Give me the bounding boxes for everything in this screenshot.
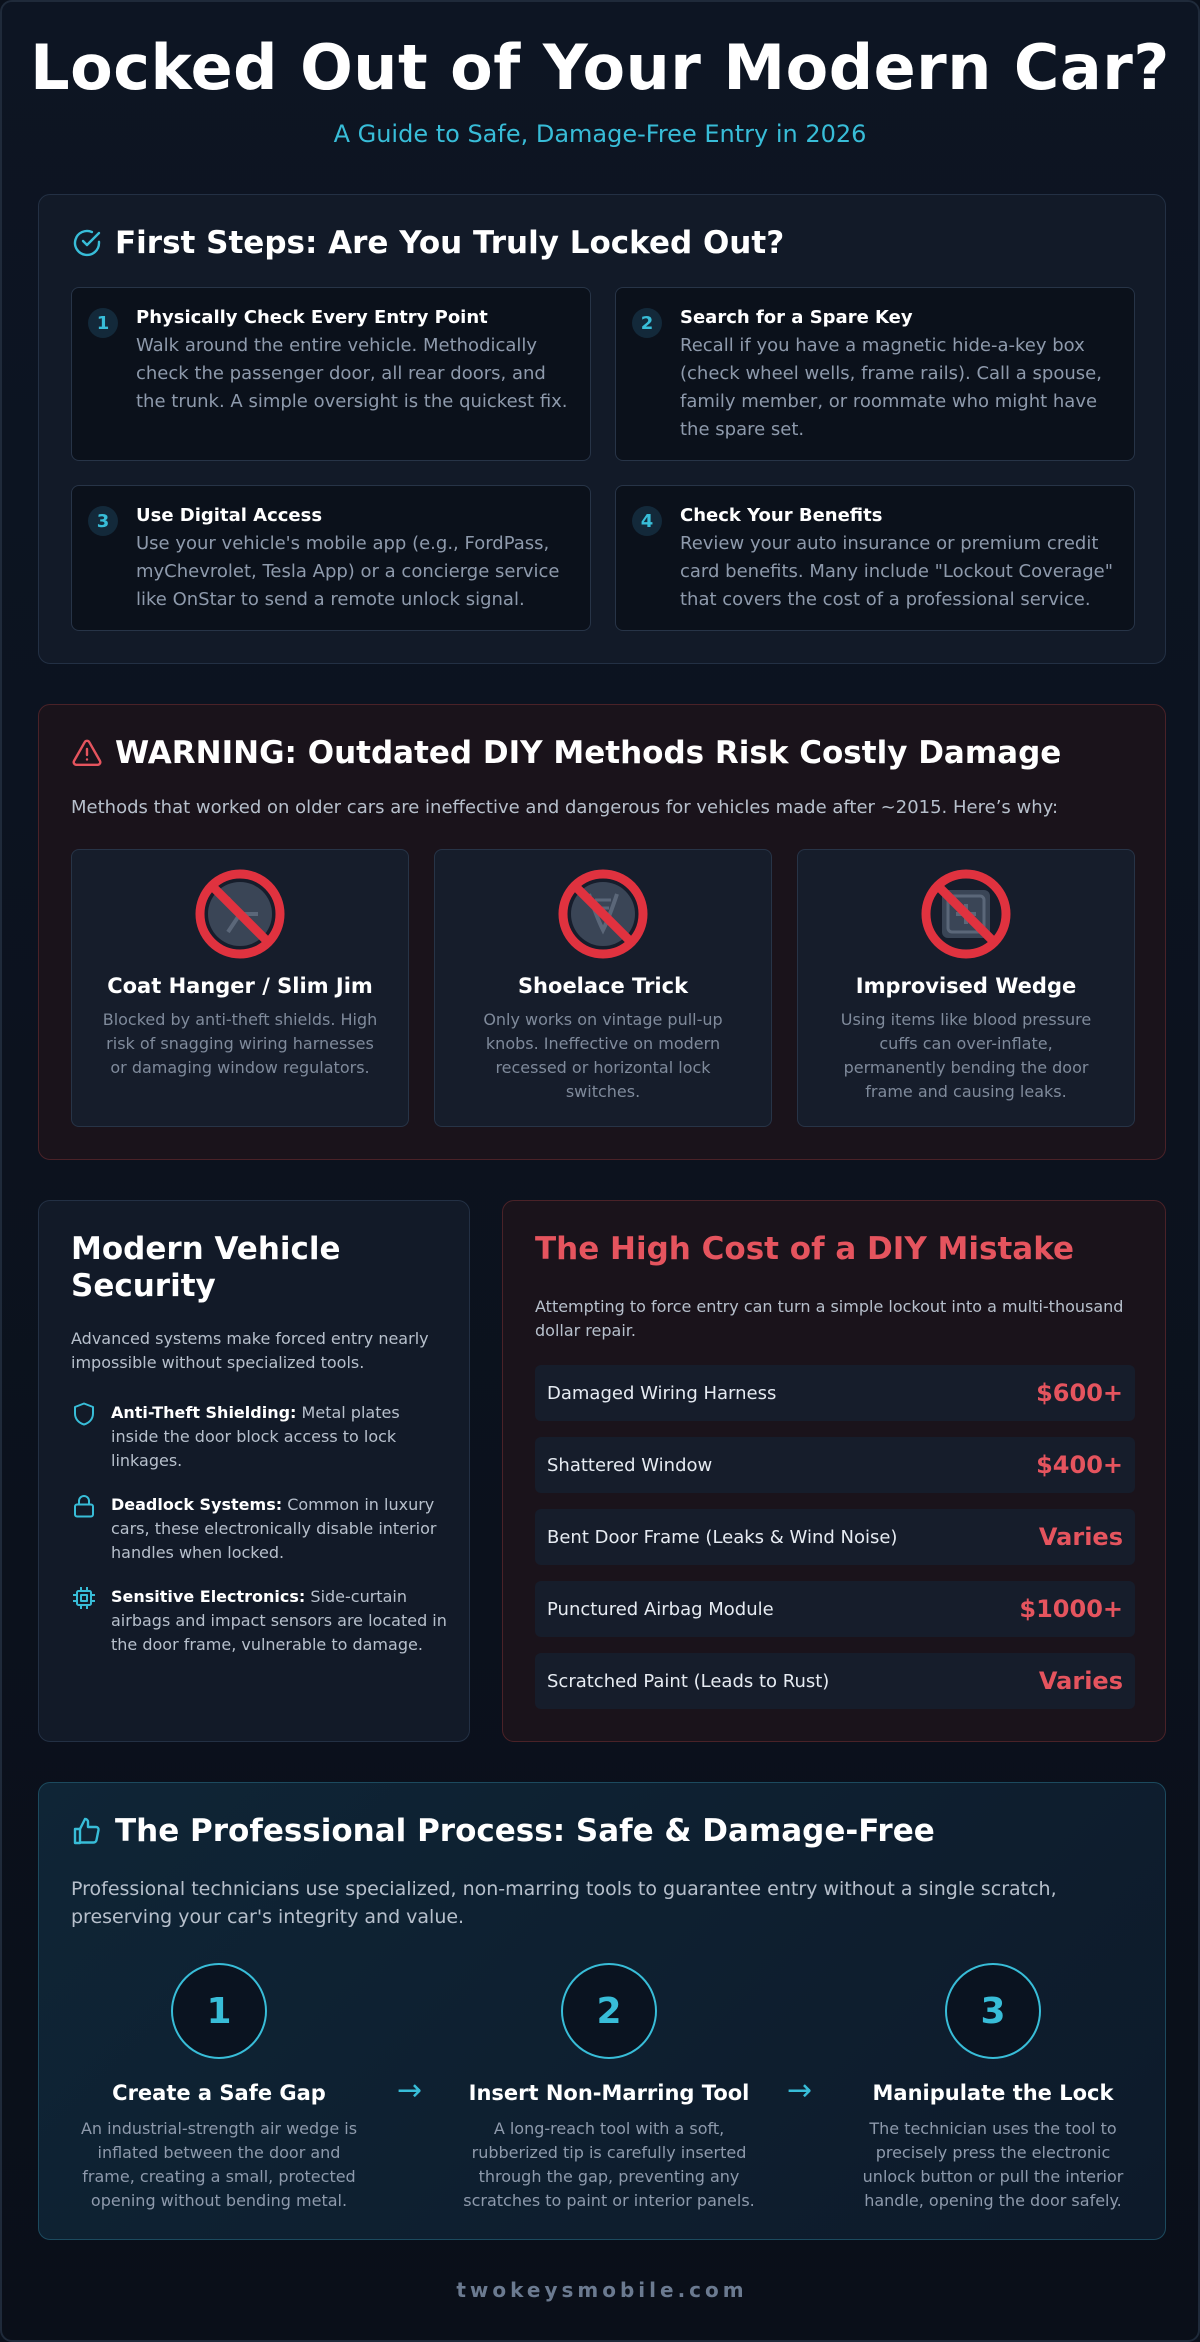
process-step-text: An industrial-strength air wedge is inflated between the door and frame, creating a small, protected opening without bending metal. [80, 2119, 358, 2210]
arrow-right-icon: → [787, 2073, 813, 2108]
security-item [71, 1493, 451, 1565]
page-title: Locked Out of Your Modern Car? [30, 31, 1170, 104]
chip-icon [71, 1585, 97, 1611]
step-title: Use Digital Access [136, 505, 323, 526]
security-item-desc: Metal plates inside the door block access to lock linkages. [111, 1403, 400, 1470]
security-item-label: Deadlock Systems: [111, 1495, 283, 1514]
security-item [71, 1585, 451, 1657]
security-card [38, 1200, 470, 1742]
cost-row [535, 1437, 1135, 1493]
cost-row [535, 1653, 1135, 1709]
security-item-text [111, 1401, 451, 1473]
security-item-label: Sensitive Electronics: [111, 1587, 306, 1606]
step-text: Review your auto insurance or premium credit card benefits. Many include "Lockout Coverage" that covers the cost of a professional service. [680, 533, 1114, 610]
security-intro: Advanced systems make forced entry nearly impossible without specialized tools. [71, 1329, 429, 1372]
warning-item-title: Coat Hanger / Slim Jim [107, 974, 373, 998]
professional-intro: Professional technicians use specialized, non-marring tools to guarantee entry without a single scratch, preserving your car's integrity and value. [71, 1878, 1057, 1928]
hero [2, 2, 1198, 148]
no-shoelace-icon [557, 868, 649, 960]
cost-row-value: Varies [1038, 1667, 1123, 1695]
process-step [69, 1963, 369, 2213]
process-step [459, 1963, 759, 2213]
security-item [71, 1401, 451, 1473]
footer-site-link[interactable]: twokeysmobile.com [456, 2278, 748, 2302]
step-title: Check Your Benefits [680, 505, 883, 526]
professional-title: The Professional Process: Safe & Damage-Free [115, 1813, 935, 1849]
process-step-text: A long-reach tool with a soft, rubberized tip is carefully inserted through the gap, preventing any scratches to paint or interior panels. [463, 2119, 755, 2210]
warning-title: WARNING: Outdated DIY Methods Risk Costly Damage [115, 735, 1062, 771]
process-step-title: Insert Non-Marring Tool [468, 2081, 750, 2105]
shield-icon [71, 1401, 97, 1427]
step-item [71, 287, 591, 461]
process-step-number: 2 [561, 1963, 657, 2059]
cost-row-label: Punctured Airbag Module [547, 1598, 774, 1620]
warning-item-title: Shoelace Trick [517, 974, 689, 998]
thumbs-up-icon [71, 1815, 103, 1847]
step-text: Use your vehicle's mobile app (e.g., FordPass, myChevrolet, Tesla App) or a concierge service like OnStar to send a remote unlock signal. [136, 533, 560, 610]
cost-row-value: Varies [1038, 1523, 1123, 1551]
warning-item-title: Improvised Wedge [855, 974, 1077, 998]
step-number: 3 [88, 506, 118, 536]
check-circle-icon [71, 227, 103, 259]
warning-item-text: Using items like blood pressure cuffs can over-inflate, permanently bending the door frame and causing leaks. [840, 1010, 1092, 1101]
process-step-title: Manipulate the Lock [872, 2081, 1114, 2105]
first-steps-card [38, 194, 1166, 664]
step-item [615, 485, 1135, 631]
cost-row-value: $600+ [1036, 1379, 1123, 1407]
step-item [71, 485, 591, 631]
cost-row-value: $1000+ [1019, 1595, 1123, 1623]
cost-row-label: Scratched Paint (Leads to Rust) [547, 1670, 830, 1692]
no-coat-hanger-icon [194, 868, 286, 960]
step-number: 4 [632, 506, 662, 536]
warning-item-text: Blocked by anti-theft shields. High risk of snagging wiring harnesses or damaging window regulators. [102, 1010, 378, 1077]
cost-row-label: Shattered Window [547, 1454, 713, 1476]
cost-row-label: Damaged Wiring Harness [547, 1382, 777, 1404]
process-step-title: Create a Safe Gap [112, 2081, 326, 2105]
cost-card [502, 1200, 1166, 1742]
professional-header [71, 1813, 935, 1849]
step-item [615, 287, 1135, 461]
arrow-right-icon: → [397, 2073, 423, 2108]
first-steps-title: First Steps: Are You Truly Locked Out? [115, 225, 785, 261]
step-text: Recall if you have a magnetic hide-a-key box (check wheel wells, frame rails). Call a spouse, family member, or roommate who might have the spare set. [680, 335, 1102, 440]
lock-icon [71, 1493, 97, 1519]
step-title: Physically Check Every Entry Point [136, 307, 488, 328]
process-step-text: The technician uses the tool to precisely press the electronic unlock button or pull the interior handle, opening the door safely. [862, 2119, 1124, 2210]
cost-row-value: $400+ [1036, 1451, 1123, 1479]
cost-title: The High Cost of a DIY Mistake [535, 1231, 1075, 1267]
process-step-number: 3 [945, 1963, 1041, 2059]
security-item-text [111, 1493, 451, 1565]
first-steps-header [71, 225, 784, 261]
warning-card [38, 704, 1166, 1160]
warning-intro: Methods that worked on older cars are ineffective and dangerous for vehicles made after ~2015. Here’s why: [71, 797, 1059, 818]
cost-row-label: Bent Door Frame (Leaks & Wind Noise) [547, 1526, 898, 1548]
process-step-number: 1 [171, 1963, 267, 2059]
security-item-desc: Side-curtain airbags and impact sensors are located in the door frame, vulnerable to damage. [111, 1587, 447, 1654]
step-number: 2 [632, 308, 662, 338]
warning-item [797, 849, 1135, 1127]
cost-intro: Attempting to force entry can turn a simple lockout into a multi-thousand dollar repair. [535, 1297, 1124, 1340]
cost-row [535, 1365, 1135, 1421]
professional-card [38, 1782, 1166, 2240]
warning-item [71, 849, 409, 1127]
step-number: 1 [88, 308, 118, 338]
cost-row [535, 1509, 1135, 1565]
process-step [843, 1963, 1143, 2213]
page-subtitle: A Guide to Safe, Damage-Free Entry in 2026 [333, 120, 867, 148]
security-item-desc: Common in luxury cars, these electronically disable interior handles when locked. [111, 1495, 437, 1562]
warning-header [71, 735, 1061, 771]
security-title: Modern Vehicle Security [71, 1231, 341, 1304]
step-text: Walk around the entire vehicle. Methodically check the passenger door, all rear doors, and the trunk. A simple oversight is the quickest fix. [136, 335, 568, 412]
warning-item-text: Only works on vintage pull-up knobs. Ineffective on modern recessed or horizontal lock switches. [483, 1010, 723, 1101]
no-wedge-icon [920, 868, 1012, 960]
warning-item [434, 849, 772, 1127]
warning-triangle-icon [71, 737, 103, 769]
cost-row [535, 1581, 1135, 1637]
security-item-label: Anti-Theft Shielding: [111, 1403, 297, 1422]
security-item-text [111, 1585, 451, 1657]
step-title: Search for a Spare Key [680, 307, 913, 328]
